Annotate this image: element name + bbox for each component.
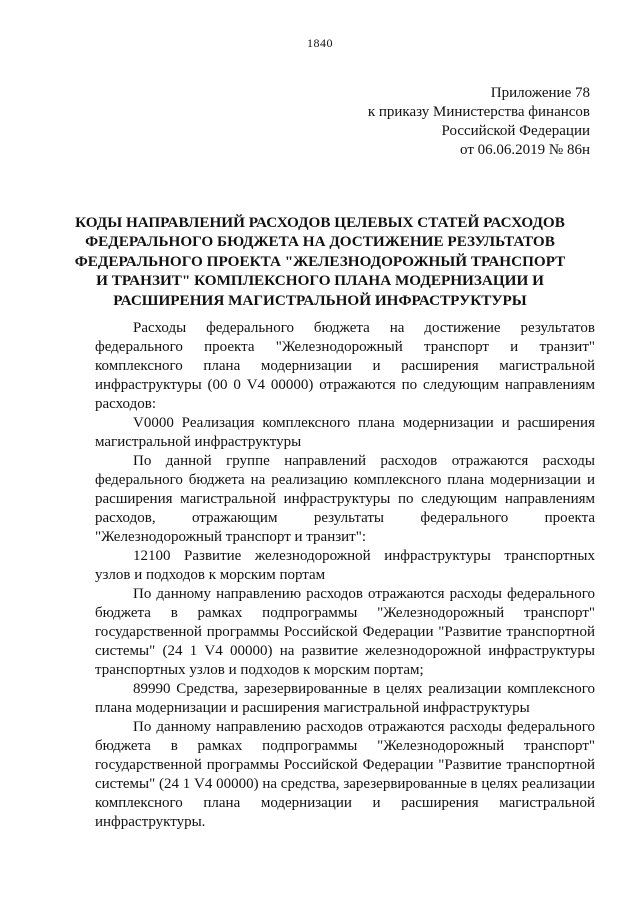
code-heading-v0000: V0000 Реализация комплексного плана модернизации и расширения магистральной инфраструктуры <box>95 415 595 450</box>
title-line: ФЕДЕРАЛЬНОГО ПРОЕКТА "ЖЕЛЕЗНОДОРОЖНЫЙ ТРАНСПОРТ <box>74 252 566 270</box>
document-body <box>95 319 595 832</box>
appendix-block <box>290 84 590 160</box>
code-heading-89990: 89990 Средства, зарезервированные в целях реализации комплексного плана модернизации и расширения магистральной инфраструктуры <box>95 681 595 716</box>
code-heading-12100: 12100 Развитие железнодорожной инфраструктуры транспортных узлов и подходов к морским портам <box>95 548 595 583</box>
code-description-89990: По данному направлению расходов отражаются расходы федерального бюджета в рамках подпрограммы "Железнодорожный транспорт" государственной программы Российской Федерации "Развитие транспортной системы" (24 1 V4 00000) на средства, зарезервированные в целях реализации комплексного плана модернизации и расширения магистральной инфраструктуры. <box>95 719 595 830</box>
page-number: 1840 <box>307 36 333 50</box>
title-line: И ТРАНЗИТ" КОМПЛЕКСНОГО ПЛАНА МОДЕРНИЗАЦИИ И <box>96 272 544 290</box>
intro-paragraph: Расходы федерального бюджета на достижение результатов федерального проекта "Железнодорожный транспорт и транзит" комплексного плана модернизации и расширения магистральной инфраструктуры (00 0 V4 00000) отражаются по следующим направлениям расходов: <box>95 320 595 412</box>
code-description-v0000: По данной группе направлений расходов отражаются расходы федерального бюджета на реализацию комплексного плана модернизации и расширения магистральной инфраструктуры по следующим направлениям расходов, отражающим результаты федерального проекта "Железнодорожный транспорт и транзит": <box>95 453 595 545</box>
appendix-line: от 06.06.2019 № 86н <box>460 142 590 158</box>
code-description-12100: По данному направлению расходов отражаются расходы федерального бюджета в рамках подпрограммы "Железнодорожный транспорт" государственной программы Российской Федерации "Развитие транспортной системы" (24 1 V4 00000) на развитие железнодорожной инфраструктуры транспортных узлов и подходов к морским портам; <box>95 586 595 678</box>
title-line: РАСШИРЕНИЯ МАГИСТРАЛЬНОЙ ИНФРАСТРУКТУРЫ <box>113 291 527 309</box>
appendix-line: Российской Федерации <box>441 123 590 139</box>
appendix-line: к приказу Министерства финансов <box>367 104 590 120</box>
title-line: КОДЫ НАПРАВЛЕНИЙ РАСХОДОВ ЦЕЛЕВЫХ СТАТЕЙ РАСХОДОВ <box>75 214 565 231</box>
appendix-line: Приложение 78 <box>490 85 590 101</box>
document-title <box>70 213 570 310</box>
title-line: ФЕДЕРАЛЬНОГО БЮДЖЕТА НА ДОСТИЖЕНИЕ РЕЗУЛЬТАТОВ <box>85 233 555 251</box>
